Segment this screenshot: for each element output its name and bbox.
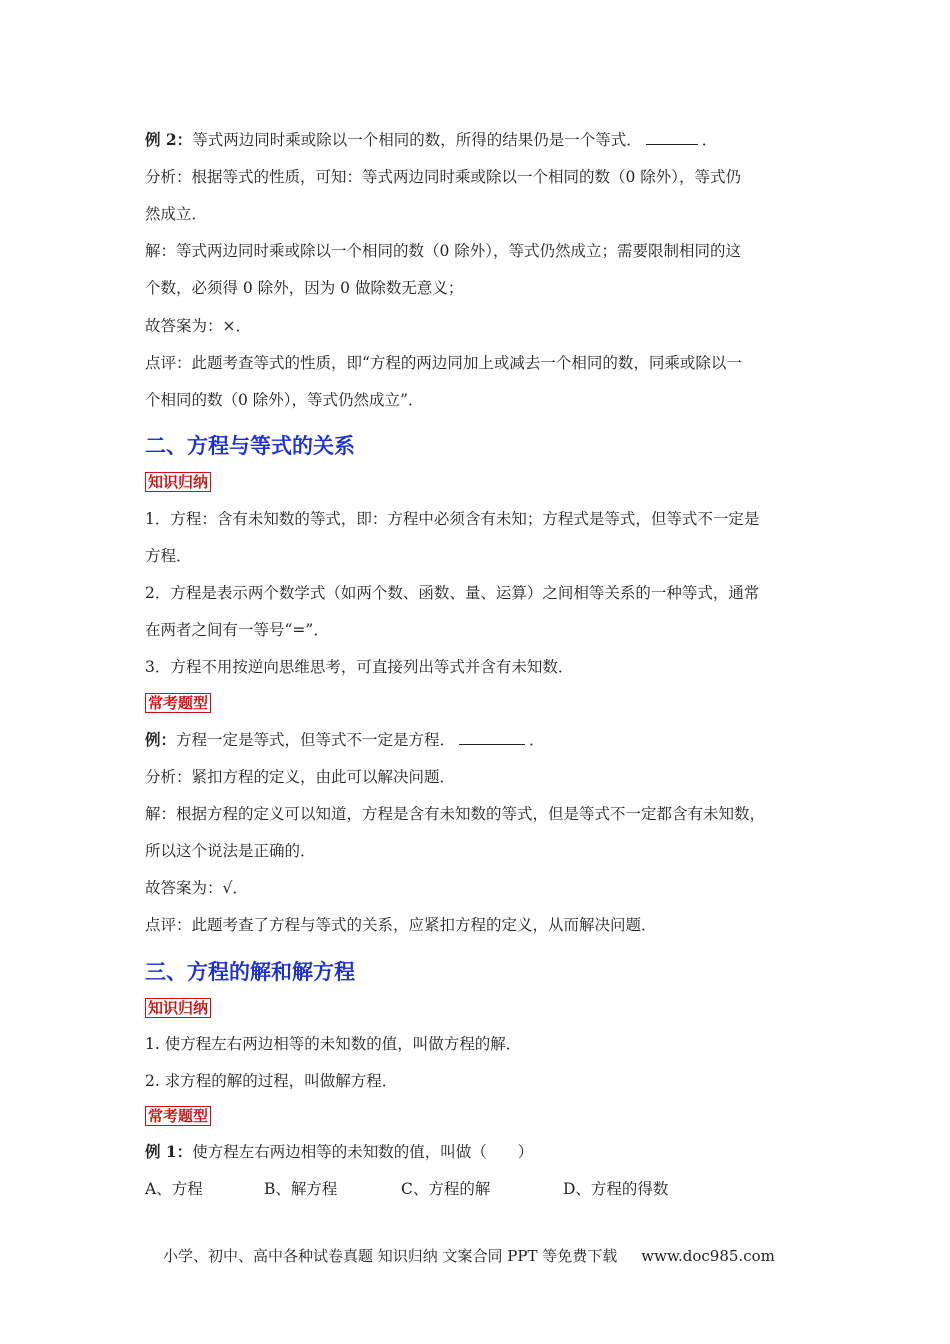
example-2-label: 例 2： <box>145 130 193 149</box>
example-2-solution-line-2: 个数，必须得 0 除外，因为 0 做除数无意义； <box>145 279 464 297</box>
section-3-example-1-label: 例 1： <box>145 1142 193 1161</box>
example-2-end: ． <box>701 131 718 149</box>
knowledge-summary-tag: 知识归纳 <box>145 998 211 1018</box>
example-2-comment-line-1: 点评：此题考查等式的性质，即“方程的两边同加上或减去一个相同的数，同乘或除以一 <box>145 354 742 372</box>
section-2-example-question <box>145 729 545 751</box>
option-d: D、方程的得数 <box>563 1180 669 1198</box>
example-2-analysis-line-1: 分析：根据等式的性质，可知：等式两边同时乘或除以一个相同的数（0 除外），等式仍 <box>145 168 742 186</box>
option-b: B、解方程 <box>264 1180 338 1198</box>
example-2-answer: 故答案为：×． <box>145 317 251 335</box>
footer-text: 小学、初中、高中各种试卷真题 知识归纳 文案合同 PPT 等免费下载 <box>163 1247 618 1265</box>
example-2-text: 等式两边同时乘或除以一个相同的数，所得的结果仍是一个等式． <box>192 131 642 149</box>
section-3-knowledge-2: 2. 求方程的解的过程，叫做解方程． <box>145 1072 398 1090</box>
section-2-heading: 二、方程与等式的关系 <box>145 433 355 458</box>
section-2-solution-line-2: 所以这个说法是正确的． <box>145 842 316 860</box>
answer-blank <box>459 730 525 745</box>
section-2-knowledge-3: 3．方程不用按逆向思维思考，可直接列出等式并含有未知数． <box>145 658 574 676</box>
section-2-knowledge-1-line-1: 1．方程：含有未知数的等式，即：方程中必须含有未知；方程式是等式，但等式不一定是 <box>145 510 760 528</box>
section-3-knowledge-1: 1. 使方程左右两边相等的未知数的值，叫做方程的解． <box>145 1035 522 1053</box>
section-2-knowledge-2-line-1: 2．方程是表示两个数学式（如两个数、函数、量、运算）之间相等关系的一种等式，通常 <box>145 584 760 602</box>
section-2-comment: 点评：此题考查了方程与等式的关系，应紧扣方程的定义，从而解决问题． <box>145 916 657 934</box>
example-2-analysis-line-2: 然成立． <box>145 205 208 223</box>
common-question-type-tag: 常考题型 <box>145 693 211 713</box>
common-question-type-tag: 常考题型 <box>145 1106 211 1126</box>
section-2-example-end: ． <box>529 731 545 749</box>
option-c: C、方程的解 <box>401 1180 491 1198</box>
section-2-answer: 故答案为：√． <box>145 879 248 897</box>
section-2-example-text: 方程一定是等式，但等式不一定是方程． <box>176 731 456 749</box>
section-2-knowledge-1-line-2: 方程． <box>145 547 192 565</box>
page-footer <box>163 1245 775 1267</box>
example-2-question <box>145 129 717 151</box>
section-3-example-1-text: 使方程左右两边相等的未知数的值，叫做（ ） <box>192 1143 534 1161</box>
section-3-heading: 三、方程的解和解方程 <box>145 959 355 984</box>
knowledge-summary-tag: 知识归纳 <box>145 472 211 492</box>
section-2-solution-line-1: 解：根据方程的定义可以知道，方程是含有未知数的等式，但是等式不一定都含有未知数， <box>145 805 766 823</box>
footer-site-link[interactable]: www.doc985.com <box>641 1247 775 1265</box>
example-2-comment-line-2: 个相同的数（0 除外），等式仍然成立”． <box>145 391 424 409</box>
example-2-solution-line-1: 解：等式两边同时乘或除以一个相同的数（0 除外），等式仍然成立；需要限制相同的这 <box>145 242 742 260</box>
option-a: A、方程 <box>145 1180 203 1198</box>
section-2-example-label: 例： <box>145 730 177 749</box>
section-2-knowledge-2-line-2: 在两者之间有一等号“=”． <box>145 621 329 639</box>
section-2-analysis: 分析：紧扣方程的定义，由此可以解决问题． <box>145 768 456 786</box>
answer-blank <box>646 130 698 145</box>
section-3-example-1-question <box>145 1141 533 1163</box>
